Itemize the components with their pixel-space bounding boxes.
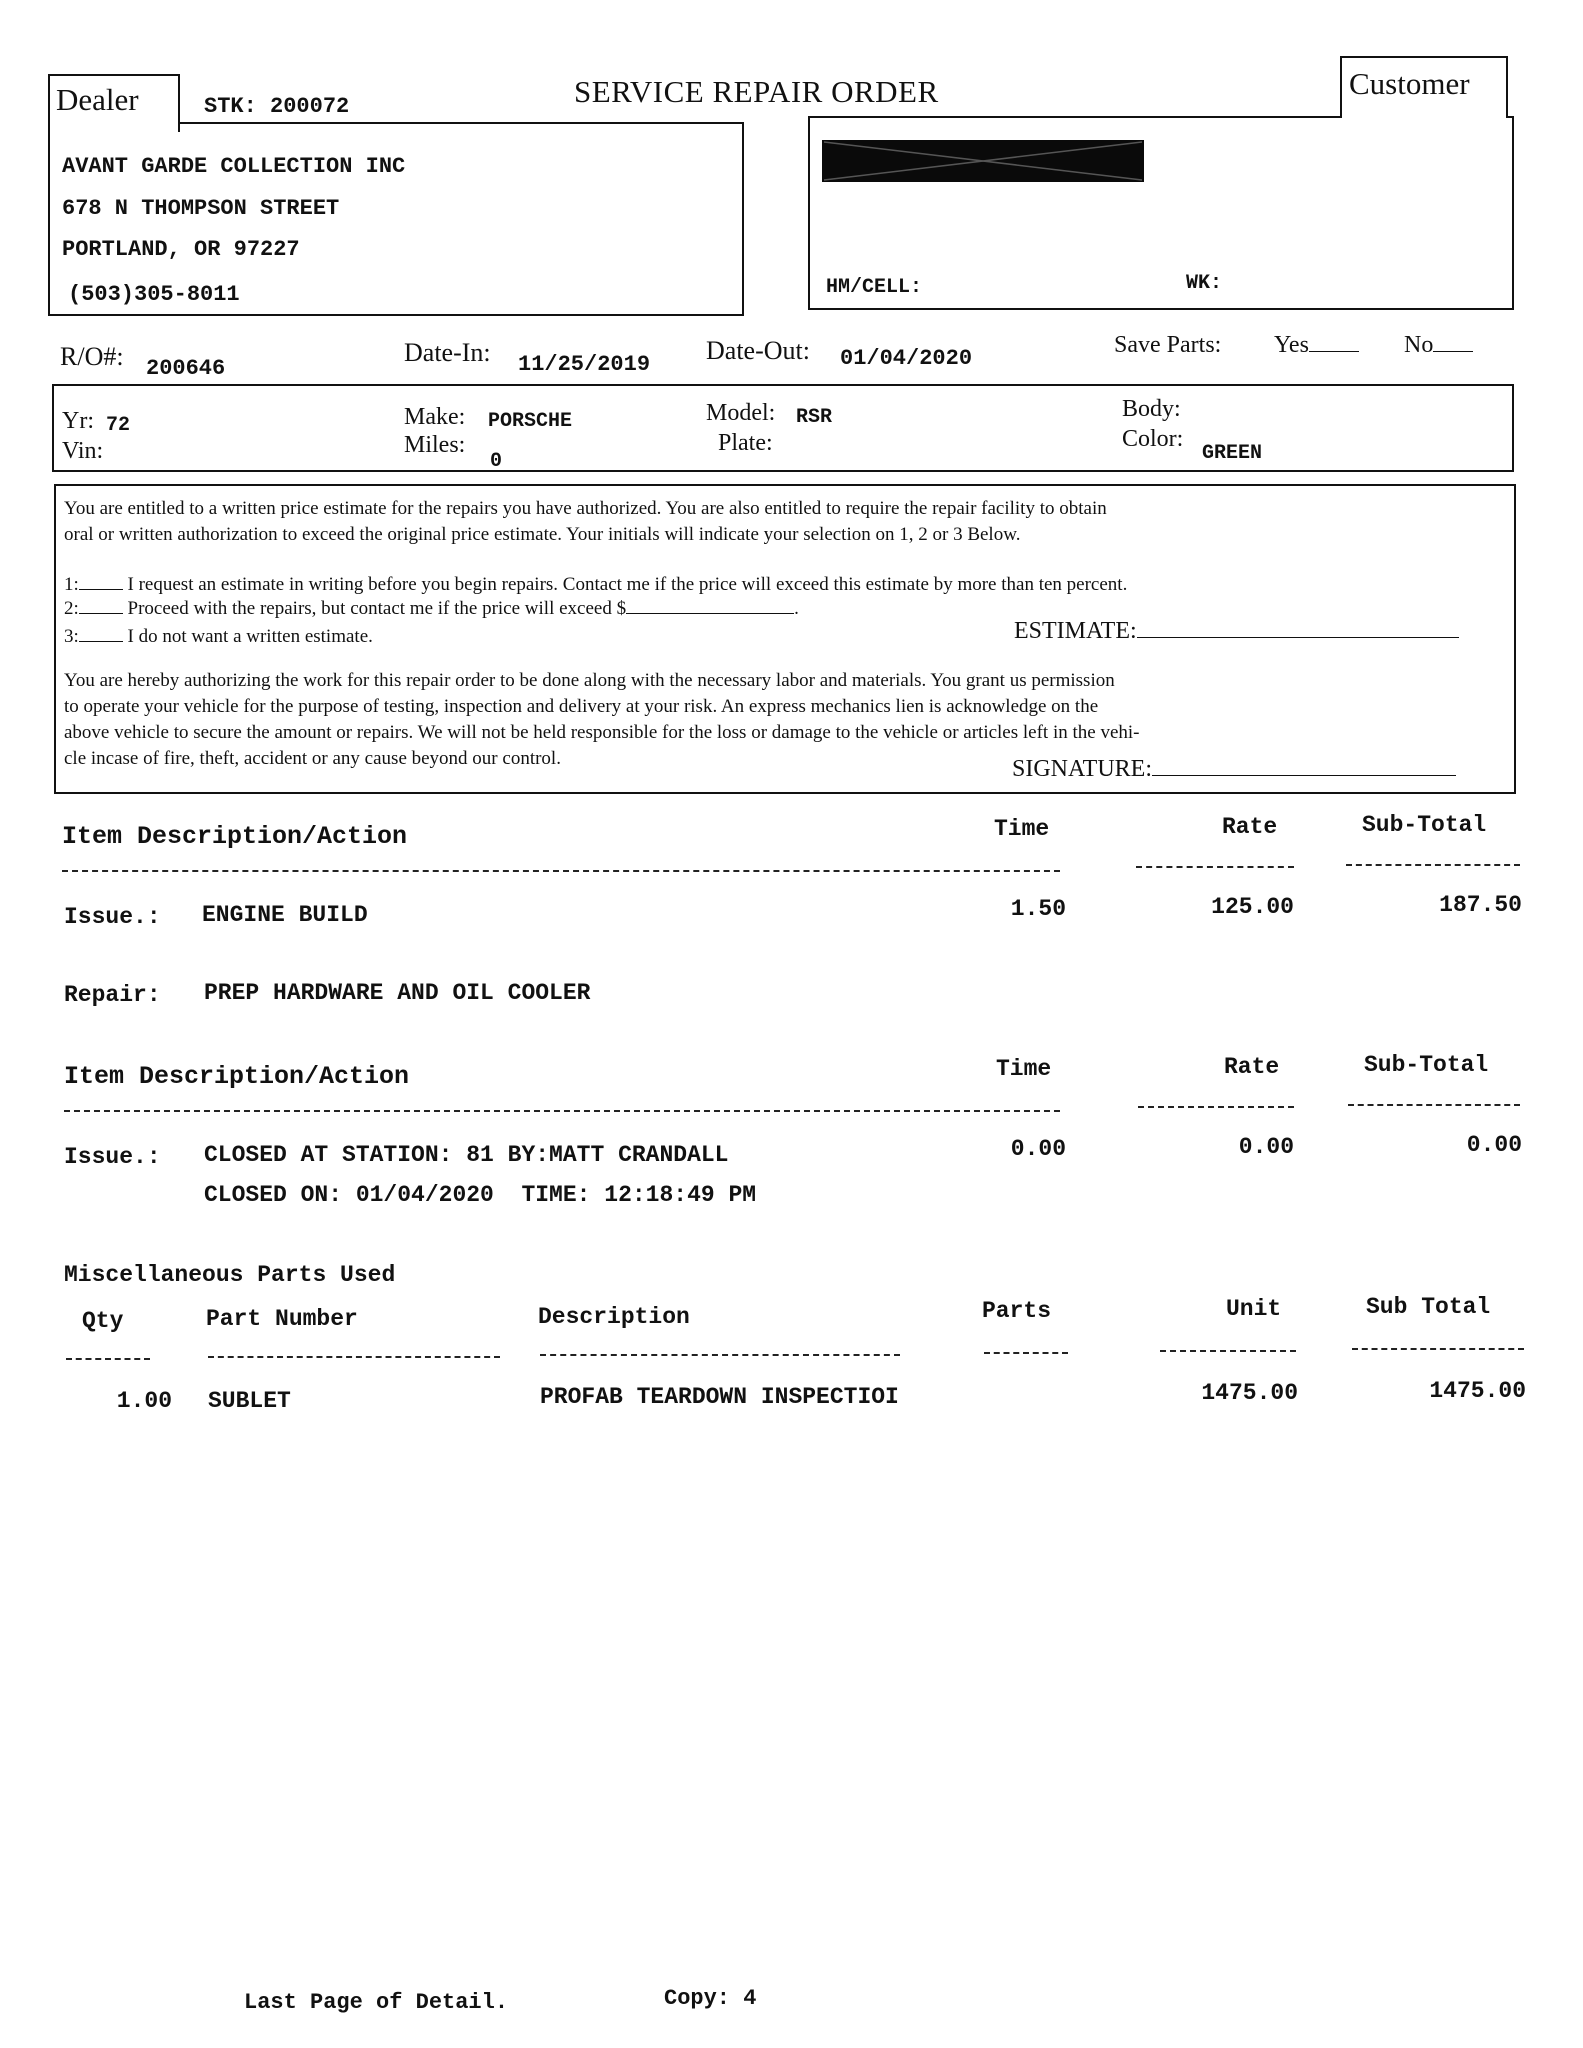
yr-value: 72: [106, 414, 131, 437]
item-header-rule-description-2: [64, 1110, 1060, 1112]
date-in-label: Date-In:: [404, 338, 491, 367]
wk-label: WK:: [1186, 272, 1223, 295]
item-1-subtotal: 187.50: [1439, 892, 1522, 918]
body-label: Body:: [1122, 396, 1181, 422]
signature-field: [1012, 756, 1456, 783]
parts-header-sub-total: Sub Total: [1366, 1294, 1491, 1320]
item-1-repair: PREP HARDWARE AND OIL COOLER: [204, 980, 591, 1006]
customer-tab-label: Customer: [1349, 66, 1470, 101]
save-parts-yes: [1274, 332, 1359, 359]
parts-rule-part-number: [208, 1356, 500, 1358]
item-1-time: 1.50: [1010, 896, 1066, 922]
parts-section-title: Miscellaneous Parts Used: [64, 1262, 396, 1288]
item-header-rate-2: Rate: [1224, 1054, 1280, 1080]
parts-row-part-number: SUBLET: [208, 1388, 291, 1414]
item-header-rule-description: [62, 870, 1060, 872]
make-label: Make:: [404, 404, 466, 430]
terms-intro-line-2: oral or written authorization to exceed the original price estimate. Your initials will indicate your selection on 1, 2 or 3 Below.: [64, 524, 1021, 545]
terms-intro-line-1: You are entitled to a written price estimate for the repairs you have authorized. You are also entitled to require the repair facility to obtain: [64, 498, 1107, 519]
parts-header-unit: Unit: [1226, 1296, 1282, 1322]
customer-tab-joiner: [1342, 114, 1506, 119]
estimate-field: [1014, 618, 1459, 645]
save-parts-yes-blank[interactable]: [1309, 351, 1359, 352]
redaction-cross-icon: [822, 140, 1144, 182]
item-header-subtotal: Sub-Total: [1362, 812, 1487, 838]
signature-blank[interactable]: [1152, 775, 1456, 776]
parts-row-sub-total: 1475.00: [1429, 1378, 1526, 1404]
option-2-initials[interactable]: [79, 613, 123, 614]
parts-rule-parts: [984, 1352, 1068, 1354]
color-value: GREEN: [1202, 442, 1263, 465]
yr-label: Yr:: [62, 408, 94, 434]
item-1-issue-label: Issue.:: [64, 904, 161, 930]
item-header-rule-rate: [1136, 866, 1294, 868]
estimate-blank[interactable]: [1137, 637, 1459, 638]
model-label: Model:: [706, 400, 776, 426]
auth-line-3: above vehicle to secure the amount or repairs. We will not be held responsible for the loss or damage to the vehicle or articles left in the vehi-: [64, 722, 1140, 743]
date-in-value: 11/25/2019: [518, 352, 651, 377]
plate-label: Plate:: [718, 430, 773, 456]
make-value: PORSCHE: [488, 410, 573, 433]
stk-number: STK: 200072: [204, 94, 350, 119]
option-1-initials[interactable]: [79, 589, 123, 590]
footer-copy-number: Copy: 4: [664, 1986, 757, 2011]
miles-label: Miles:: [404, 432, 466, 458]
item-2-subtotal: 0.00: [1466, 1132, 1522, 1158]
dealer-tab-joiner: [50, 122, 178, 126]
parts-row-qty: 1.00: [116, 1388, 172, 1414]
estimate-option-1: [64, 574, 1127, 596]
item-1-issue: ENGINE BUILD: [202, 902, 368, 928]
auth-line-4: cle incase of fire, theft, accident or any cause beyond our control.: [64, 748, 561, 769]
parts-rule-unit: [1160, 1350, 1296, 1352]
item-header-rule-subtotal: [1346, 864, 1520, 866]
option-3-initials[interactable]: [79, 641, 123, 642]
color-label: Color:: [1122, 426, 1184, 452]
save-parts-no-blank[interactable]: [1433, 351, 1473, 352]
page-title: SERVICE REPAIR ORDER: [574, 74, 939, 109]
item-header-rate: Rate: [1222, 814, 1278, 840]
parts-header-description: Description: [538, 1304, 690, 1330]
save-parts-label: Save Parts:: [1114, 332, 1222, 358]
option-1-text: I request an estimate in writing before you begin repairs. Contact me if the price will exceed this estimate by more than ten percent.: [127, 574, 1128, 595]
item-1-rate: 125.00: [1211, 894, 1294, 920]
hm-cell-label: HM/CELL:: [826, 276, 923, 299]
footer-last-page: Last Page of Detail.: [244, 1990, 509, 2015]
option-2-amount[interactable]: [626, 613, 794, 614]
item-2-issue: CLOSED AT STATION: 81 BY:MATT CRANDALL: [204, 1142, 729, 1168]
item-header-description: Item Description/Action: [62, 822, 408, 851]
option-1-number: 1:: [64, 574, 79, 595]
parts-row-unit: 1475.00: [1201, 1380, 1298, 1406]
save-parts-yes-label: Yes: [1274, 332, 1309, 358]
dealer-street: 678 N THOMPSON STREET: [62, 196, 340, 221]
auth-line-2: to operate your vehicle for the purpose of testing, inspection and delivery at your risk. An express mechanics lien is acknowledge on the: [64, 696, 1099, 717]
model-value: RSR: [796, 406, 833, 429]
item-header-rule-rate-2: [1138, 1106, 1294, 1108]
redacted-customer-name: [822, 140, 1144, 182]
ro-label: R/O#:: [60, 342, 124, 371]
signature-label: SIGNATURE:: [1012, 756, 1153, 782]
item-header-rule-subtotal-2: [1348, 1104, 1520, 1106]
parts-header-parts: Parts: [982, 1298, 1052, 1324]
parts-header-part-number: Part Number: [206, 1306, 358, 1332]
parts-row-description: PROFAB TEARDOWN INSPECTIOI: [540, 1384, 899, 1410]
miles-value: 0: [490, 450, 503, 473]
item-2-rate: 0.00: [1238, 1134, 1294, 1160]
item-header-description-2: Item Description/Action: [64, 1062, 410, 1091]
vehicle-box: [52, 384, 1514, 472]
date-out-value: 01/04/2020: [840, 346, 973, 371]
dealer-phone: (503)305-8011: [68, 282, 240, 307]
estimate-label: ESTIMATE:: [1014, 618, 1137, 644]
dealer-tab-label: Dealer: [56, 82, 139, 117]
save-parts-no-label: No: [1404, 332, 1434, 358]
estimate-option-3: [64, 626, 373, 648]
item-header-time-2: Time: [996, 1056, 1052, 1082]
dealer-name: AVANT GARDE COLLECTION INC: [62, 154, 406, 179]
dealer-city: PORTLAND, OR 97227: [62, 237, 300, 262]
estimate-option-2: 2: Proceed with the repairs, but contact me if the price will exceed $ .: [64, 598, 799, 619]
option-3-text: I do not want a written estimate.: [127, 626, 373, 647]
save-parts-no: [1404, 332, 1473, 359]
item-header-time: Time: [994, 816, 1050, 842]
parts-rule-description: [540, 1354, 900, 1356]
option-2-number: 2:: [64, 598, 79, 619]
date-out-label: Date-Out:: [706, 336, 810, 365]
option-3-number: 3:: [64, 626, 79, 647]
option-2-text: Proceed with the repairs, but contact me if the price will exceed $: [127, 598, 627, 619]
vin-label: Vin:: [62, 438, 104, 464]
parts-rule-qty: [66, 1358, 150, 1360]
ro-number: 200646: [146, 356, 226, 381]
item-2-issue-line-2: CLOSED ON: 01/04/2020 TIME: 12:18:49 PM: [204, 1182, 757, 1208]
item-2-time: 0.00: [1010, 1136, 1066, 1162]
item-1-repair-label: Repair:: [64, 982, 161, 1008]
parts-header-qty: Qty: [82, 1308, 124, 1334]
auth-line-1: You are hereby authorizing the work for this repair order to be done along with the necessary labor and materials. You grant us permission: [64, 670, 1115, 691]
item-header-subtotal-2: Sub-Total: [1364, 1052, 1489, 1078]
item-2-issue-label: Issue.:: [64, 1144, 161, 1170]
parts-rule-sub-total: [1352, 1348, 1524, 1350]
